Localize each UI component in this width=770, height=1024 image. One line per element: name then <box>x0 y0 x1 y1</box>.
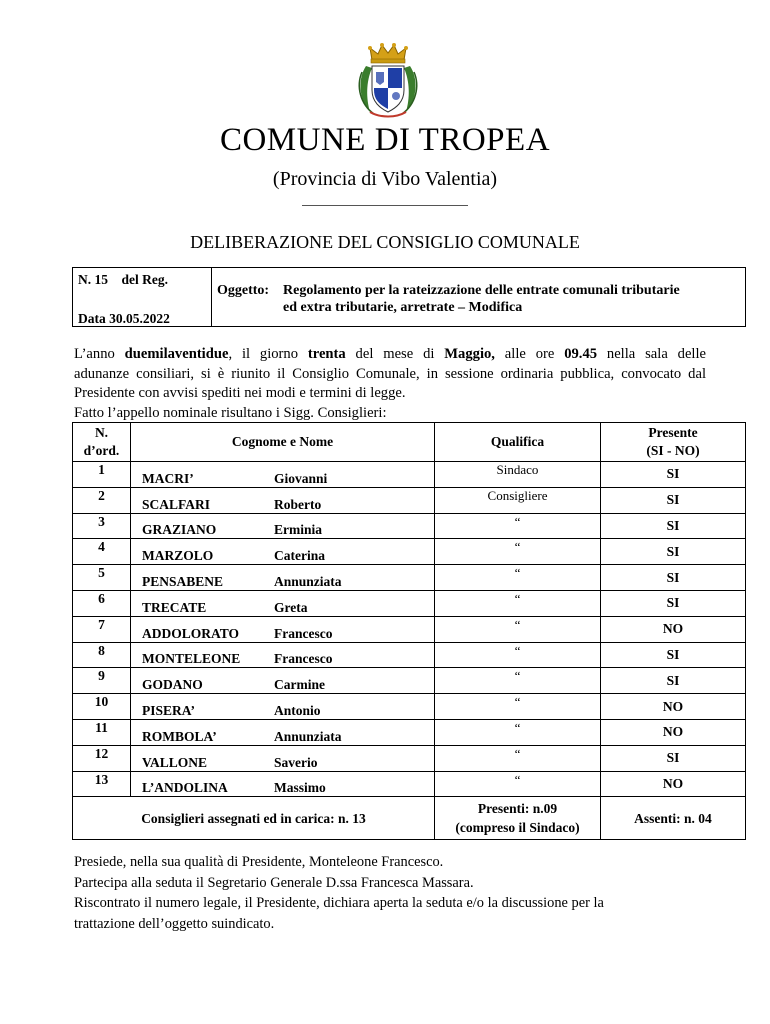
councillor-qualifica: “ <box>435 719 601 745</box>
row-number: 2 <box>73 487 131 513</box>
row-number: 3 <box>73 513 131 539</box>
councillor-first-name: Annunziata <box>274 728 342 744</box>
row-number: 8 <box>73 642 131 668</box>
councillor-qualifica: “ <box>435 590 601 616</box>
councillor-name <box>131 487 435 513</box>
table-row <box>73 745 746 771</box>
councillor-first-name: Greta <box>274 599 308 615</box>
councillor-presence: SI <box>601 565 746 591</box>
councillor-surname: ROMBOLA’ <box>142 728 217 744</box>
councillor-surname: MACRI’ <box>142 470 194 486</box>
deliberation-date: Data 30.05.2022 <box>78 311 170 326</box>
councillor-name <box>131 642 435 668</box>
title-divider <box>302 205 468 206</box>
councillor-name <box>131 616 435 642</box>
row-number: 7 <box>73 616 131 642</box>
councillor-qualifica: Sindaco <box>435 462 601 488</box>
councillor-surname: MONTELEONE <box>142 651 241 667</box>
table-row <box>73 668 746 694</box>
councillor-name <box>131 565 435 591</box>
councillor-first-name: Massimo <box>274 780 326 796</box>
row-number: 12 <box>73 745 131 771</box>
table-row <box>73 694 746 720</box>
deliberation-number-cell <box>73 268 212 326</box>
councillor-first-name: Antonio <box>274 702 321 718</box>
councillor-name <box>131 745 435 771</box>
intro-line-3: Presidente con avvisi spediti nei modi e termini di legge. <box>74 385 406 401</box>
councillor-presence: SI <box>601 513 746 539</box>
councillor-qualifica: “ <box>435 771 601 797</box>
councillor-name <box>131 694 435 720</box>
councillor-presence: SI <box>601 590 746 616</box>
councillor-first-name: Caterina <box>274 548 325 564</box>
councillor-name <box>131 539 435 565</box>
councillor-surname: GRAZIANO <box>142 522 217 538</box>
councillor-name <box>131 719 435 745</box>
councillor-surname: PISERA’ <box>142 702 196 718</box>
row-number: 11 <box>73 719 131 745</box>
councillor-qualifica: “ <box>435 565 601 591</box>
column-header-name: Cognome e Nome <box>131 423 435 462</box>
councillor-presence: SI <box>601 539 746 565</box>
deliberation-number: N. 15 del Reg. <box>78 272 168 287</box>
councillor-surname: ADDOLORATO <box>142 625 240 641</box>
councillor-surname: TRECATE <box>142 599 207 615</box>
row-number: 5 <box>73 565 131 591</box>
table-row <box>73 513 746 539</box>
councillor-first-name: Annunziata <box>274 573 342 589</box>
councillor-surname: SCALFARI <box>142 496 211 512</box>
councillor-surname: L’ANDOLINA <box>142 780 228 796</box>
row-number: 6 <box>73 590 131 616</box>
councillor-first-name: Roberto <box>274 496 322 512</box>
councillor-qualifica: “ <box>435 642 601 668</box>
councillor-presence: NO <box>601 719 746 745</box>
row-number: 13 <box>73 771 131 797</box>
councillor-surname: GODANO <box>142 677 203 693</box>
absent-count: Assenti: n. 04 <box>601 797 746 840</box>
table-footer-row <box>73 797 746 840</box>
table-row <box>73 487 746 513</box>
table-row <box>73 719 746 745</box>
column-header-number: N. d’ord. <box>73 423 131 462</box>
councillor-qualifica: “ <box>435 745 601 771</box>
table-row <box>73 771 746 797</box>
subject-line-1: Regolamento per la rateizzazione delle entrate comunali tributarie <box>283 283 680 298</box>
councillor-first-name: Francesco <box>274 651 333 667</box>
table-row <box>73 590 746 616</box>
deliberation-subject <box>217 282 680 316</box>
councillor-presence: NO <box>601 694 746 720</box>
table-header-row <box>73 423 746 462</box>
councillor-presence: NO <box>601 771 746 797</box>
intro-line-2: adunanze consiliari, si è riunito il Consiglio Comunale, in sessione ordinaria pubblica, convocato dal <box>74 365 706 382</box>
subject-line-2: ed extra tributarie, arretrate – Modifica <box>283 300 523 315</box>
column-header-qualifica: Qualifica <box>435 423 601 462</box>
councillor-name <box>131 668 435 694</box>
councillor-first-name: Giovanni <box>274 470 328 486</box>
closing-line-1: Presiede, nella sua qualità di Presidente, Monteleone Francesco. <box>74 854 444 870</box>
intro-paragraph <box>74 345 706 423</box>
councillor-presence: SI <box>601 745 746 771</box>
closing-line-2: Partecipa alla seduta il Segretario Generale D.ssa Francesca Massara. <box>74 874 474 891</box>
councillor-qualifica: “ <box>435 513 601 539</box>
table-row <box>73 616 746 642</box>
table-row <box>73 642 746 668</box>
table-row <box>73 539 746 565</box>
councillor-qualifica: “ <box>435 694 601 720</box>
councillor-presence: SI <box>601 462 746 488</box>
intro-line-1: L’anno duemilaventidue, il giorno trenta del mese di Maggio, alle ore 09.45 nella sala delle <box>74 346 707 362</box>
councillor-first-name: Francesco <box>274 625 333 641</box>
row-number: 9 <box>73 668 131 694</box>
councillor-presence: SI <box>601 668 746 694</box>
assigned-councillors: Consiglieri assegnati ed in carica: n. 13 <box>73 797 435 840</box>
councillors-table <box>72 422 746 840</box>
subject-label: Oggetto: <box>217 283 270 298</box>
column-header-presente: Presente (SI - NO) <box>601 423 746 462</box>
councillor-name <box>131 771 435 797</box>
councillor-qualifica: “ <box>435 539 601 565</box>
councillor-qualifica: “ <box>435 616 601 642</box>
coat-of-arms-icon <box>356 42 420 118</box>
councillor-qualifica: Consigliere <box>435 487 601 513</box>
table-row <box>73 565 746 591</box>
page-title: COMUNE DI TROPEA <box>219 122 551 158</box>
councillor-first-name: Saverio <box>274 754 318 770</box>
councillor-presence: SI <box>601 642 746 668</box>
councillor-name <box>131 590 435 616</box>
councillor-presence: NO <box>601 616 746 642</box>
councillor-surname: VALLONE <box>142 754 208 770</box>
table-row <box>73 462 746 488</box>
councillor-surname: MARZOLO <box>142 548 214 564</box>
councillor-qualifica: “ <box>435 668 601 694</box>
closing-paragraph <box>74 852 604 934</box>
row-number: 1 <box>73 462 131 488</box>
present-count: Presenti: n.09 (compreso il Sindaco) <box>435 797 601 840</box>
councillor-first-name: Erminia <box>274 522 323 538</box>
closing-line-3: Riscontrato il numero legale, il Presidente, dichiara aperta la seduta e/o la discussione per la <box>74 895 604 911</box>
document-heading: DELIBERAZIONE DEL CONSIGLIO COMUNALE <box>190 232 580 252</box>
page-subtitle: (Provincia di Vibo Valentia) <box>272 168 498 190</box>
councillor-surname: PENSABENE <box>142 573 224 589</box>
intro-line-4: Fatto l’appello nominale risultano i Sigg. Consiglieri: <box>74 404 387 421</box>
row-number: 10 <box>73 694 131 720</box>
councillor-name <box>131 462 435 488</box>
councillor-first-name: Carmine <box>274 677 325 693</box>
councillor-name <box>131 513 435 539</box>
row-number: 4 <box>73 539 131 565</box>
deliberation-header-box <box>72 267 746 327</box>
closing-line-4: trattazione dell’oggetto suindicato. <box>74 915 275 932</box>
councillor-presence: SI <box>601 487 746 513</box>
